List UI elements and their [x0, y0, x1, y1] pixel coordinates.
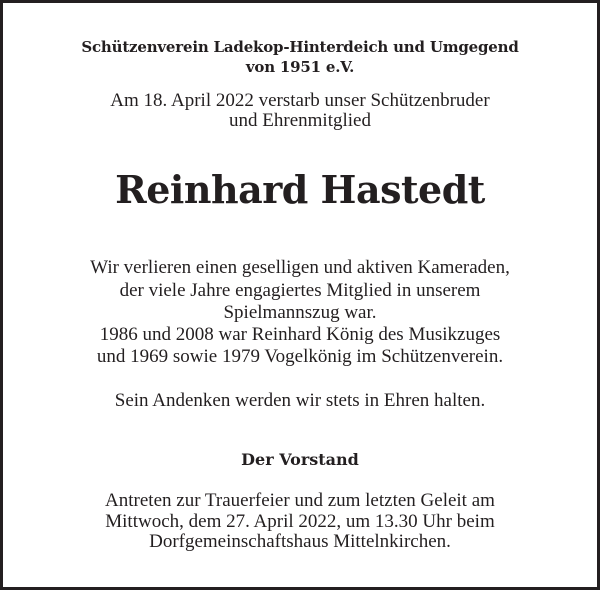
club-name-line-2: von 1951 e.V.: [245, 58, 355, 76]
intro-line-2: und Ehrenmitglied: [229, 110, 371, 131]
club-name-line-1: Schützenverein Ladekop-Hinterdeich und Umgegend: [81, 38, 519, 56]
funeral-line-2: Mittwoch, dem 27. April 2022, um 13.30 Uhr beim: [105, 511, 495, 532]
signature: Der Vorstand: [241, 450, 359, 469]
funeral-line-3: Dorfgemeinschaftshaus Mittelnkirchen.: [149, 531, 451, 552]
tribute-line-1: Wir verlieren einen geselligen und aktiven Kameraden,: [90, 257, 510, 278]
tribute-line-5: und 1969 sowie 1979 Vogelkönig im Schützenverein.: [96, 346, 504, 367]
tribute-line-4: 1986 und 2008 war Reinhard König des Musikzuges: [99, 324, 501, 345]
remembrance-line: Sein Andenken werden wir stets in Ehren halten.: [114, 390, 486, 411]
tribute-line-3: Spielmannszug war.: [223, 302, 377, 323]
funeral-line-1: Antreten zur Trauerfeier und zum letzten Geleit am: [105, 490, 495, 511]
deceased-name: Reinhard Hastedt: [115, 167, 485, 212]
tribute-line-2: der viele Jahre engagiertes Mitglied in unserem: [119, 280, 481, 301]
intro-line-1: Am 18. April 2022 verstarb unser Schützenbruder: [110, 90, 490, 111]
